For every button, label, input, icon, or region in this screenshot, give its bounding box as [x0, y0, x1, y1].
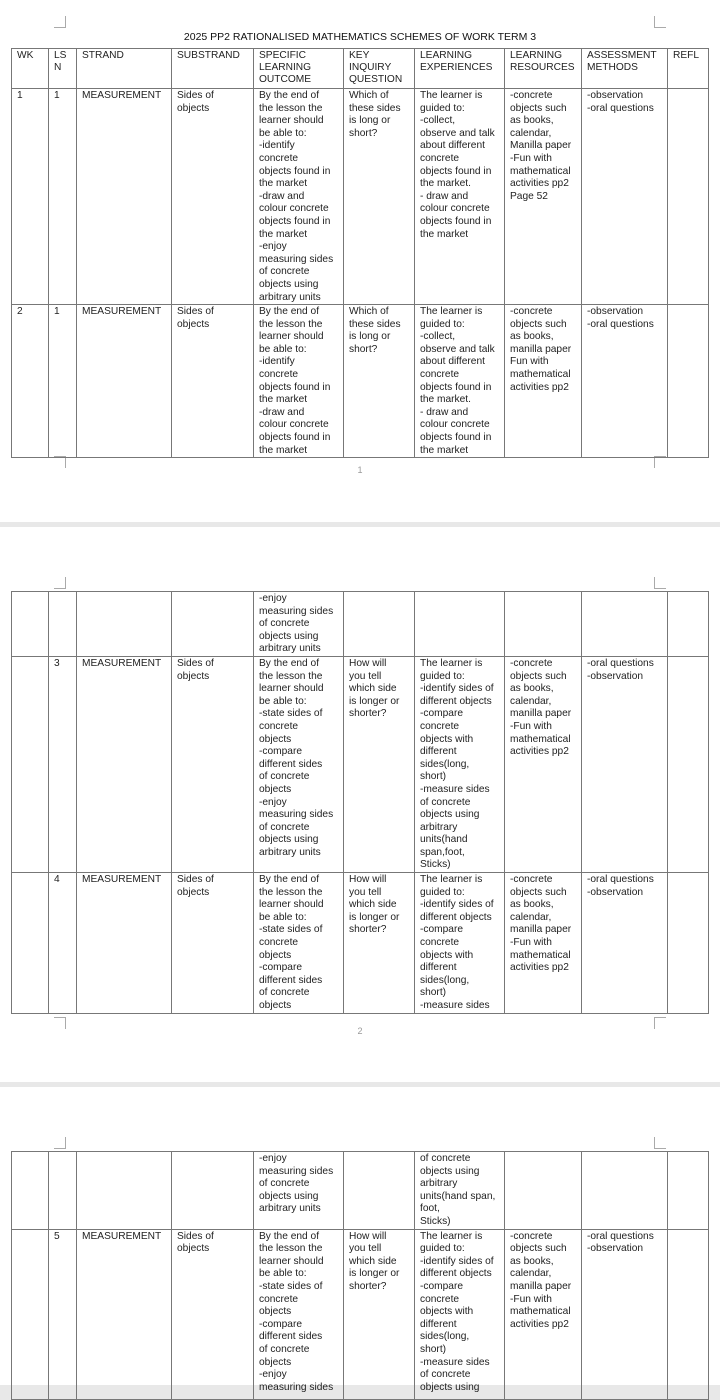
cell-strand: MEASUREMENT — [77, 305, 172, 458]
scheme-table — [11, 591, 709, 1014]
cell-week — [12, 592, 49, 657]
cell-experiences: The learner is guided to: -identify sides of different objects -compare concrete objects with different sides(long, short) -measure sides — [415, 873, 505, 1014]
header-assessment: ASSESSMENT METHODS — [582, 49, 668, 89]
header-reflection: REFL — [668, 49, 709, 89]
table-row — [12, 305, 709, 458]
cell-experiences: The learner is guided to: -collect, observe and talk about different concrete objects found in the market. - draw and colour concrete objects found in the market — [415, 89, 505, 305]
cell-reflection — [668, 89, 709, 305]
cell-question — [344, 592, 415, 657]
cell-substrand — [172, 592, 254, 657]
page-number: 1 — [357, 465, 363, 475]
cell-outcome: -enjoy measuring sides of concrete objects using arbitrary units — [254, 592, 344, 657]
cell-substrand: Sides of objects — [172, 873, 254, 1014]
cell-question: Which of these sides is long or short? — [344, 89, 415, 305]
cell-lesson: 1 — [49, 305, 77, 458]
cell-question: Which of these sides is long or short? — [344, 305, 415, 458]
cell-strand: MEASUREMENT — [77, 656, 172, 872]
cell-resources — [505, 1152, 582, 1230]
cell-resources — [505, 592, 582, 657]
header-resources: LEARNING RESOURCES — [505, 49, 582, 89]
page-title: 2025 PP2 RATIONALISED MATHEMATICS SCHEMES OF WORK TERM 3 — [183, 31, 537, 43]
cell-assessment — [582, 1152, 668, 1230]
crop-mark — [654, 577, 666, 589]
cell-assessment: -oral questions -observation — [582, 656, 668, 872]
crop-mark — [654, 1137, 666, 1149]
cell-lesson: 5 — [49, 1229, 77, 1399]
cell-assessment: -oral questions -observation — [582, 1229, 668, 1399]
scheme-table — [11, 48, 709, 458]
cell-substrand: Sides of objects — [172, 305, 254, 458]
header-substrand: SUBSTRAND — [172, 49, 254, 89]
cell-strand — [77, 592, 172, 657]
cell-week — [12, 873, 49, 1014]
cell-outcome: By the end of the lesson the learner should be able to: -identify concrete objects found in the market -draw and colour concrete objects found in the market — [254, 305, 344, 458]
cell-assessment — [582, 592, 668, 657]
cell-experiences: of concrete objects using arbitrary units(hand span, foot, Sticks) — [415, 1152, 505, 1230]
document-page-1 — [0, 0, 720, 522]
cell-reflection — [668, 592, 709, 657]
header-question: KEY INQUIRY QUESTION — [344, 49, 415, 89]
cell-outcome: -enjoy measuring sides of concrete objects using arbitrary units — [254, 1152, 344, 1230]
page-number: 2 — [357, 1026, 363, 1036]
cell-lesson: 1 — [49, 89, 77, 305]
document-page-2 — [0, 527, 720, 1082]
header-outcome: SPECIFIC LEARNING OUTCOME — [254, 49, 344, 89]
cell-lesson — [49, 592, 77, 657]
cell-reflection — [668, 1152, 709, 1230]
cell-reflection — [668, 873, 709, 1014]
cell-question: How will you tell which side is longer or shorter? — [344, 873, 415, 1014]
cell-experiences: The learner is guided to: -collect, observe and talk about different concrete objects found in the market. - draw and colour concrete objects found in the market — [415, 305, 505, 458]
cell-resources: -concrete objects such as books, calendar, manilla paper -Fun with mathematical activities pp2 — [505, 873, 582, 1014]
cell-week — [12, 1152, 49, 1230]
cell-strand: MEASUREMENT — [77, 1229, 172, 1399]
cell-strand: MEASUREMENT — [77, 873, 172, 1014]
cell-question: How will you tell which side is longer or shorter? — [344, 656, 415, 872]
cell-substrand: Sides of objects — [172, 89, 254, 305]
cell-reflection — [668, 656, 709, 872]
header-week: WK — [12, 49, 49, 89]
cell-substrand — [172, 1152, 254, 1230]
cell-lesson: 3 — [49, 656, 77, 872]
cell-experiences — [415, 592, 505, 657]
table-row — [12, 656, 709, 872]
crop-mark — [654, 16, 666, 28]
cell-substrand: Sides of objects — [172, 1229, 254, 1399]
cell-week — [12, 1229, 49, 1399]
crop-mark — [54, 16, 66, 28]
header-strand: STRAND — [77, 49, 172, 89]
scheme-table — [11, 1151, 709, 1400]
cell-question — [344, 1152, 415, 1230]
header-lesson: LS N — [49, 49, 77, 89]
cell-strand — [77, 1152, 172, 1230]
cell-reflection — [668, 1229, 709, 1399]
cell-substrand: Sides of objects — [172, 656, 254, 872]
table-row — [12, 89, 709, 305]
cell-outcome: By the end of the lesson the learner should be able to: -identify concrete objects found in the market -draw and colour concrete objects found in the market -enjoy measuring sides of concrete objects using arbitrary units — [254, 89, 344, 305]
cell-resources: -concrete objects such as books, calendar, manilla paper -Fun with mathematical activities pp2 — [505, 656, 582, 872]
document-page-3 — [0, 1087, 720, 1393]
table-row — [12, 873, 709, 1014]
cell-lesson — [49, 1152, 77, 1230]
cell-resources: -concrete objects such as books, calendar, manilla paper -Fun with mathematical activities pp2 — [505, 1229, 582, 1399]
table-header-row — [12, 49, 709, 89]
cell-reflection — [668, 305, 709, 458]
cell-question: How will you tell which side is longer or shorter? — [344, 1229, 415, 1399]
crop-mark — [54, 1137, 66, 1149]
cell-outcome: By the end of the lesson the learner should be able to: -state sides of concrete objects -compare different sides of concrete objects -enjoy measuring sides — [254, 1229, 344, 1399]
cell-resources: -concrete objects such as books, calendar, Manilla paper -Fun with mathematical activities pp2 Page 52 — [505, 89, 582, 305]
table-row — [12, 592, 709, 657]
cell-week — [12, 656, 49, 872]
crop-mark — [54, 577, 66, 589]
cell-lesson: 4 — [49, 873, 77, 1014]
cell-strand: MEASUREMENT — [77, 89, 172, 305]
cell-assessment: -oral questions -observation — [582, 873, 668, 1014]
table-row — [12, 1152, 709, 1230]
cell-week: 1 — [12, 89, 49, 305]
cell-resources: -concrete objects such as books, manilla paper Fun with mathematical activities pp2 — [505, 305, 582, 458]
cell-outcome: By the end of the lesson the learner should be able to: -state sides of concrete objects -compare different sides of concrete objects — [254, 873, 344, 1014]
cell-outcome: By the end of the lesson the learner should be able to: -state sides of concrete objects -compare different sides of concrete objects -enjoy measuring sides of concrete objects using arbitrary units — [254, 656, 344, 872]
cell-assessment: -observation -oral questions — [582, 89, 668, 305]
cell-assessment: -observation -oral questions — [582, 305, 668, 458]
header-experiences: LEARNING EXPERIENCES — [415, 49, 505, 89]
cell-experiences: The learner is guided to: -identify sides of different objects -compare concrete objects with different sides(long, short) -measure sides of concrete objects using arbitrary units(hand span,foot, Sticks) — [415, 656, 505, 872]
table-row — [12, 1229, 709, 1399]
cell-experiences: The learner is guided to: -identify sides of different objects -compare concrete objects with different sides(long, short) -measure sides of concrete objects using — [415, 1229, 505, 1399]
cell-week: 2 — [12, 305, 49, 458]
